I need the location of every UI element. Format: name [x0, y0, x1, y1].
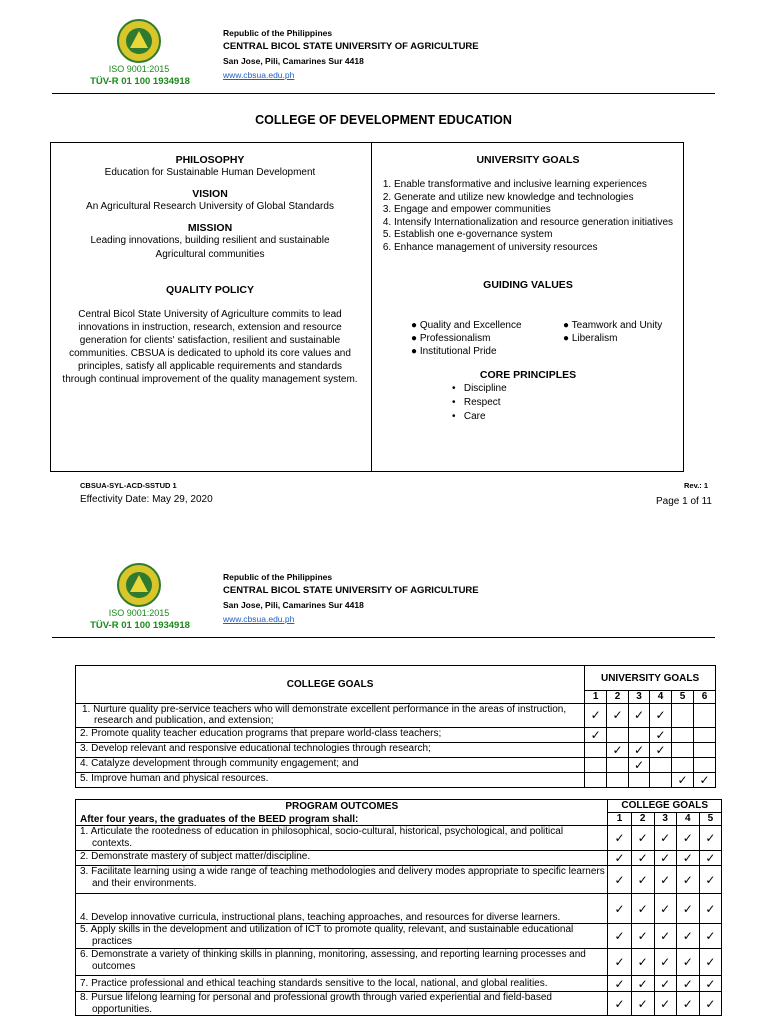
check-mark [672, 742, 694, 757]
bullet-icon: ● [411, 333, 418, 344]
check-mark: ✓ [629, 703, 650, 727]
check-mark: ✓ [699, 851, 721, 866]
header-divider [52, 93, 715, 94]
check-mark: ✓ [608, 866, 631, 894]
effectivity-date: Effectivity Date: May 29, 2020 [80, 494, 213, 505]
college-goal-text: 3. Develop relevant and responsive educational technologies through research; [76, 742, 585, 757]
table-row [76, 742, 716, 757]
core-principles-heading: CORE PRINCIPLES [479, 369, 577, 381]
quality-policy-text: Central Bicol State University of Agriculture commits to lead innovations in instruction, research, extension and resource generation for clients' satisfaction, resilient and sustainable communities. CBSUA is dedicated to uphold its core values and principles, satisfy all applicable requirements and standards through continual improvement of the quality management system. [62, 309, 358, 385]
guiding-values-heading: GUIDING VALUES [483, 278, 573, 291]
republic-label: Republic of the Philippines [223, 28, 333, 38]
check-mark: ✓ [699, 826, 721, 851]
check-mark: ✓ [676, 992, 699, 1016]
table-row [76, 949, 722, 976]
college-goals-table [75, 665, 716, 788]
page-number: Page 1 of 11 [656, 496, 712, 507]
mission-heading: MISSION [187, 222, 233, 234]
program-outcomes-header: PROGRAM OUTCOMES [76, 800, 608, 813]
vision-heading: VISION [192, 188, 228, 200]
program-outcome-text: 4. Develop innovative curricula, instructional plans, teaching approaches, and resources for diverse learners. [80, 911, 561, 923]
revision-label: Rev.: 1 [684, 481, 709, 490]
seal-icon [119, 565, 159, 605]
guiding-values-col-2 [563, 319, 662, 345]
table-row [76, 757, 716, 772]
college-goals-header: COLLEGE GOALS [76, 666, 585, 704]
table-row [76, 851, 722, 866]
check-mark: ✓ [608, 894, 631, 924]
check-mark: ✓ [654, 826, 676, 851]
check-mark: ✓ [631, 851, 654, 866]
check-mark: ✓ [654, 949, 676, 976]
check-mark: ✓ [672, 772, 694, 787]
program-outcome-text: 5. Apply skills in the development and utilization of ICT to promote quality, relevant, and sustainable educational practices [80, 924, 574, 947]
check-mark: ✓ [631, 992, 654, 1016]
check-mark [693, 703, 715, 727]
check-mark: ✓ [608, 992, 631, 1016]
check-mark: ✓ [654, 866, 676, 894]
check-mark: ✓ [693, 772, 715, 787]
check-mark: ✓ [631, 949, 654, 976]
iso-label: ISO 9001:2015 [108, 64, 170, 74]
column-number: 5 [699, 813, 721, 826]
core-principle: Care [463, 411, 486, 422]
check-mark: ✓ [654, 894, 676, 924]
website-link[interactable]: www.cbsua.edu.ph [223, 614, 295, 624]
university-seal [117, 563, 161, 607]
check-mark: ✓ [585, 727, 607, 742]
guiding-value: Teamwork and Unity [571, 320, 663, 331]
check-mark [672, 727, 694, 742]
check-mark [650, 772, 672, 787]
check-mark: ✓ [629, 742, 650, 757]
column-number: 2 [607, 691, 629, 704]
program-outcome-text: 6. Demonstrate a variety of thinking skills in planning, monitoring, assessing, and reporting learning processes and outcomes [80, 949, 586, 972]
college-goal-text: 2. Promote quality teacher education programs that prepare world-class teachers; [76, 727, 585, 742]
check-mark [585, 772, 607, 787]
check-mark: ✓ [654, 992, 676, 1016]
republic-label: Republic of the Philippines [223, 572, 333, 582]
document-code: CBSUA-SYL-ACD-SSTUD 1 [80, 481, 177, 490]
check-mark: ✓ [631, 976, 654, 992]
website-link[interactable]: www.cbsua.edu.ph [223, 70, 295, 80]
table-row [76, 772, 716, 787]
table-row [76, 826, 722, 851]
iso-label: ISO 9001:2015 [108, 608, 170, 618]
university-goal-item: 1. Enable transformative and inclusive learning experiences [394, 179, 682, 192]
check-mark: ✓ [676, 826, 699, 851]
check-mark: ✓ [607, 703, 629, 727]
university-address: San Jose, Pili, Camarines Sur 4418 [223, 600, 364, 610]
vision-text: An Agricultural Research University of Global Standards [86, 201, 334, 212]
bullet-icon: • [452, 397, 456, 408]
program-outcome-text: 3. Facilitate learning using a wide range of teaching methodologies and delivery modes appropriate to specific learners and their environments. [80, 866, 605, 889]
program-outcome-text: 2. Demonstrate mastery of subject matter/discipline. [80, 851, 311, 862]
table-row [76, 976, 722, 992]
program-outcomes-table [75, 799, 722, 1016]
core-principles-list [452, 382, 507, 424]
program-outcome-text: 1. Articulate the rootedness of education in philosophical, socio-cultural, historical, psychological, and political contexts. [80, 826, 564, 849]
check-mark: ✓ [608, 851, 631, 866]
check-mark: ✓ [699, 949, 721, 976]
check-mark: ✓ [654, 924, 676, 949]
university-goals-heading: UNIVERSITY GOALS [476, 154, 580, 166]
check-mark [629, 772, 650, 787]
column-number: 2 [631, 813, 654, 826]
university-goal-item: 2. Generate and utilize new knowledge and technologies [394, 192, 682, 205]
check-mark: ✓ [631, 894, 654, 924]
check-mark [607, 727, 629, 742]
check-mark: ✓ [650, 742, 672, 757]
header-divider [52, 637, 715, 638]
quality-policy-heading: QUALITY POLICY [166, 284, 254, 296]
check-mark: ✓ [699, 924, 721, 949]
check-mark: ✓ [607, 742, 629, 757]
check-mark: ✓ [676, 976, 699, 992]
bullet-icon: • [452, 383, 456, 394]
check-mark [693, 757, 715, 772]
check-mark: ✓ [629, 757, 650, 772]
guiding-values-col-1 [411, 319, 522, 358]
philosophy-heading: PHILOSOPHY [175, 154, 245, 166]
table-row [76, 866, 722, 894]
check-mark: ✓ [608, 949, 631, 976]
university-address: San Jose, Pili, Camarines Sur 4418 [223, 56, 364, 66]
table-row [76, 727, 716, 742]
check-mark: ✓ [699, 866, 721, 894]
column-number: 1 [608, 813, 631, 826]
guiding-value: Liberalism [571, 333, 618, 344]
check-mark [650, 757, 672, 772]
university-goals-header: UNIVERSITY GOALS [585, 666, 716, 691]
info-box-divider [371, 142, 372, 472]
check-mark [585, 757, 607, 772]
check-mark: ✓ [631, 866, 654, 894]
check-mark [607, 757, 629, 772]
core-principle: Respect [463, 397, 501, 408]
column-number: 1 [585, 691, 607, 704]
college-goal-text: 4. Catalyze development through community engagement; and [76, 757, 585, 772]
table-row [76, 924, 722, 949]
bullet-icon: • [452, 411, 456, 422]
program-outcome-text: 8. Pursue lifelong learning for personal and professional growth through varied experiential and field-based opportunities. [80, 992, 552, 1015]
college-goal-text: 1. Nurture quality pre-service teachers who will demonstrate excellent performance in the areas of instruction, research and publication, and extension; [82, 703, 567, 726]
university-seal [117, 19, 161, 63]
check-mark: ✓ [699, 992, 721, 1016]
check-mark: ✓ [631, 826, 654, 851]
tuv-label: TÜV-R 01 100 1934918 [90, 76, 190, 87]
check-mark [693, 742, 715, 757]
program-intro: After four years, the graduates of the BEED program shall: [76, 813, 608, 826]
table-row [76, 992, 722, 1016]
bullet-icon: ● [563, 333, 570, 344]
mission-text-2: Agricultural communities [155, 249, 265, 260]
check-mark: ✓ [676, 924, 699, 949]
column-number: 3 [629, 691, 650, 704]
bullet-icon: ● [563, 320, 570, 331]
column-number: 5 [672, 691, 694, 704]
column-number: 3 [654, 813, 676, 826]
check-mark: ✓ [699, 894, 721, 924]
program-outcome-text: 7. Practice professional and ethical teaching standards sensitive to the local, national, and global realities. [80, 977, 548, 989]
check-mark: ✓ [676, 949, 699, 976]
university-goal-item: 4. Intensify Internationalization and resource generation initiatives [394, 217, 682, 230]
check-mark: ✓ [699, 976, 721, 992]
column-number: 6 [693, 691, 715, 704]
check-mark [629, 727, 650, 742]
college-goals-header: COLLEGE GOALS [608, 800, 722, 813]
check-mark: ✓ [676, 894, 699, 924]
check-mark: ✓ [585, 703, 607, 727]
bullet-icon: ● [411, 320, 418, 331]
check-mark: ✓ [608, 976, 631, 992]
check-mark: ✓ [631, 924, 654, 949]
left-column [52, 154, 368, 386]
philosophy-text: Education for Sustainable Human Development [104, 167, 316, 178]
bullet-icon: ● [411, 346, 418, 357]
check-mark [672, 703, 694, 727]
check-mark: ✓ [676, 866, 699, 894]
check-mark: ✓ [608, 924, 631, 949]
university-goal-item: 5. Establish one e-governance system [394, 229, 682, 242]
table-row [76, 703, 716, 727]
guiding-value: Professionalism [419, 333, 491, 344]
university-goal-item: 6. Enhance management of university resources [394, 242, 682, 255]
guiding-value: Institutional Pride [419, 346, 497, 357]
page-title: COLLEGE OF DEVELOPMENT EDUCATION [255, 113, 512, 127]
check-mark: ✓ [676, 851, 699, 866]
university-name: CENTRAL BICOL STATE UNIVERSITY OF AGRICULTURE [223, 41, 479, 52]
mission-text-1: Leading innovations, building resilient and sustainable [90, 235, 330, 246]
right-column [374, 154, 682, 291]
university-name: CENTRAL BICOL STATE UNIVERSITY OF AGRICULTURE [223, 585, 479, 596]
check-mark [585, 742, 607, 757]
check-mark [693, 727, 715, 742]
university-goals-list [374, 179, 682, 255]
check-mark: ✓ [650, 703, 672, 727]
seal-icon [119, 21, 159, 61]
check-mark: ✓ [650, 727, 672, 742]
check-mark: ✓ [608, 826, 631, 851]
check-mark: ✓ [654, 976, 676, 992]
college-goal-text: 5. Improve human and physical resources. [76, 772, 585, 787]
check-mark: ✓ [654, 851, 676, 866]
university-goal-item: 3. Engage and empower communities [394, 204, 682, 217]
check-mark [672, 757, 694, 772]
column-number: 4 [676, 813, 699, 826]
guiding-value: Quality and Excellence [419, 320, 522, 331]
column-number: 4 [650, 691, 672, 704]
tuv-label: TÜV-R 01 100 1934918 [90, 620, 190, 631]
core-principle: Discipline [463, 383, 507, 394]
table-row [76, 894, 722, 924]
check-mark [607, 772, 629, 787]
